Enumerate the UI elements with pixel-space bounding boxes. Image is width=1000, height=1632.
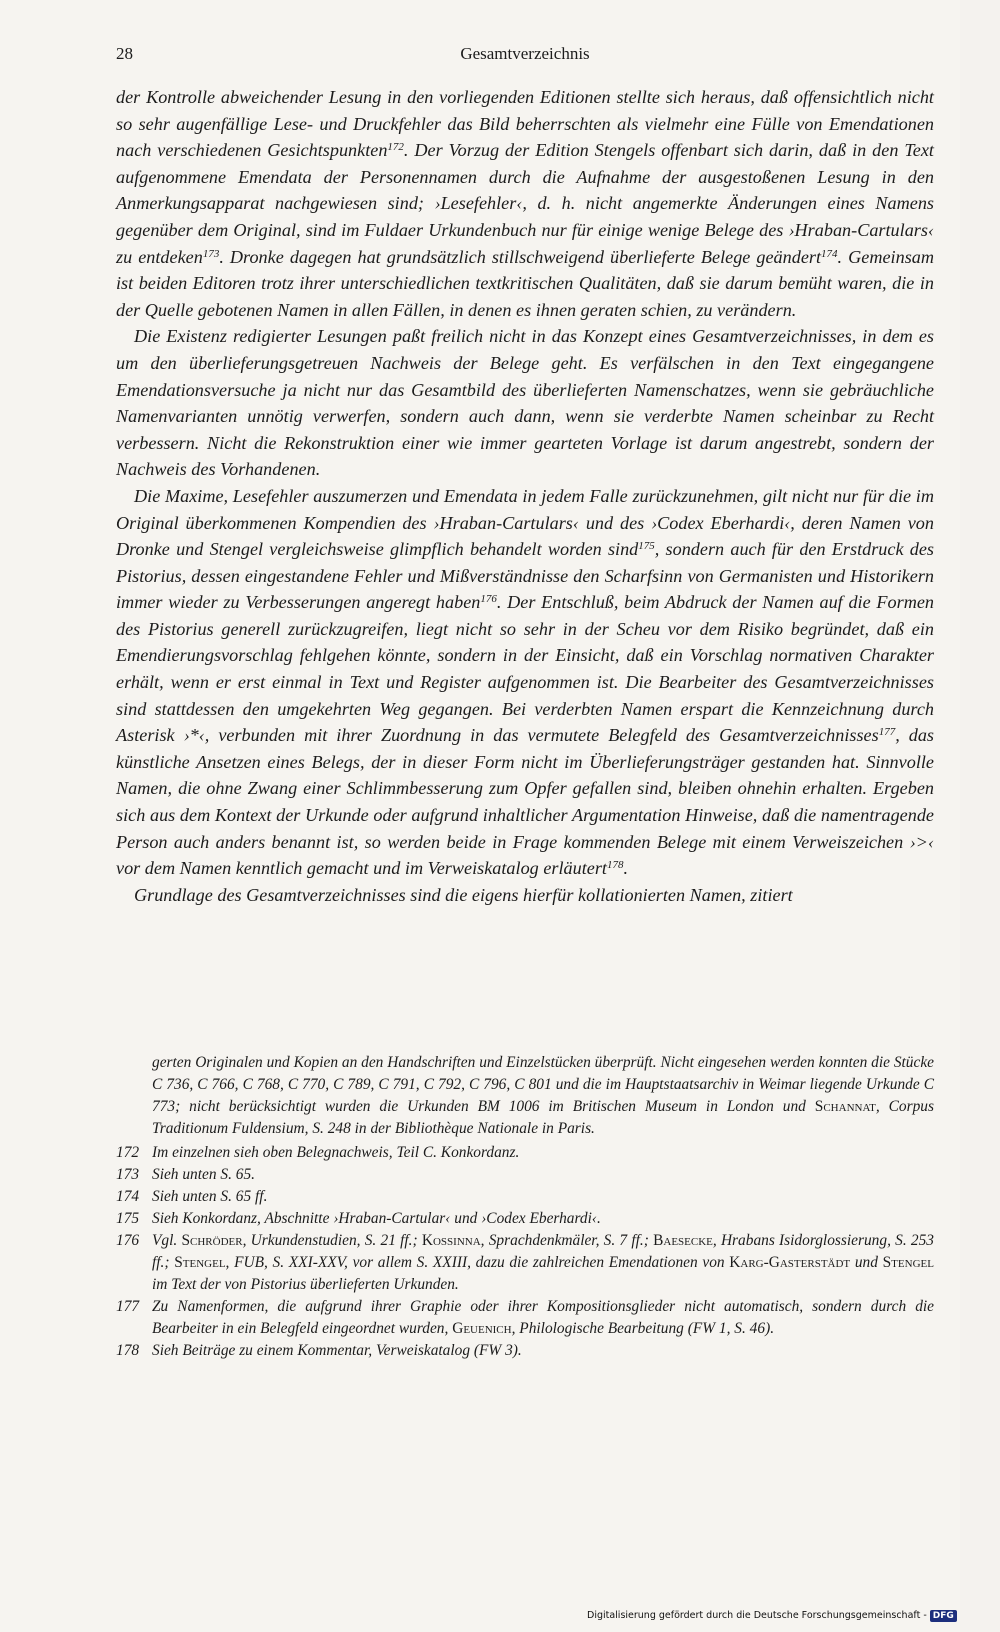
footnote-176 [116, 1230, 934, 1296]
dfg-logo: DFG [930, 1610, 957, 1622]
paragraph-text: der Kontrolle abweichender Lesung in den vorliegenden Editionen stellte sich heraus, daß offensichtlich nicht so sehr augenfällige Lese- und Druckfehler das Bild beherrschten als vielmehr eine Fülle von Emendationen nach verschiedenen Gesichtspunkten [116, 87, 934, 161]
author-name: Karg-Gasterstädt [729, 1254, 851, 1271]
footnote-text: Vgl. [152, 1232, 178, 1249]
footnote-text: und [854, 1254, 878, 1271]
running-head [116, 44, 934, 68]
paragraph-text: , das künstliche Ansetzen eines Belegs, der in dieser Form nicht im Überlieferungsträger gestanden hat. Sinnvolle Namen, die ohne Zwang einer Schlimmbesserung zum Opfer gefallen sind, bleiben ohnehin erhalten. Ergeben sich aus dem Kontext der Urkunde oder aufgrund inhaltlicher Argumentation Hinweise, daß die namentragende Person auch anders benannt ist, so werden beide in Frage kommenden Belege mit einem Verweiszeichen ›>‹ vor dem Namen kenntlich gemacht und im Verweiskatalog erläutert [116, 725, 934, 879]
footnote-number: 172 [116, 1144, 140, 1161]
footnote-ref: 175 [638, 540, 655, 553]
footnote-number: 176 [116, 1232, 140, 1249]
footnote-172 [116, 1142, 934, 1164]
paragraph-1 [116, 84, 934, 323]
paragraph-text: . Gemeinsam ist beiden Editoren trotz ihrer unterschiedlichen textkritischen Qualitäten, daß sie darum bemüht waren, die in der Quelle gebotenen Namen in allen Fällen, in denen es ihnen geraten schien, zu verändern. [116, 246, 934, 320]
footnote-174 [116, 1186, 934, 1208]
page-title: Gesamtverzeichnis [460, 44, 590, 63]
author-name: Stengel [174, 1254, 226, 1271]
footnote-ref: 172 [387, 141, 404, 154]
paragraph-text: . [623, 858, 629, 879]
paragraph-text: . Der Entschluß, beim Abdruck der Namen auf die Formen des Pistorius generell zurückzugreifen, liegt nicht so sehr in der Scheu vor dem Risiko begründet, daß ein Emendierungsvorschlag fehlgehen könnte, sondern in der Einsicht, daß ein Vorschlag normativen Charakter erhält, wenn er erst einmal in Text und Register aufgenommen ist. Die Bearbeiter des Gesamtverzeichnisses sind stattdessen den umgekehrten Weg gegangen. Bei verderbten Namen erspart die Kennzeichnung durch Asterisk ›*‹, verbunden mit ihrer Zuordnung in das vermutete Belegfeld des Gesamtverzeichnisses [116, 592, 934, 746]
footnote-text: Sieh Konkordanz, Abschnitte ›Hraban-Cartular‹ und ›Codex Eberhardi‹. [152, 1210, 601, 1227]
author-name: Geuenich [452, 1320, 512, 1337]
footnote-177 [116, 1296, 934, 1340]
footnote-ref: 174 [821, 247, 838, 260]
footnote-number: 178 [116, 1342, 140, 1359]
author-name: Schannat [814, 1098, 876, 1115]
footnote-text: , Hrabans Isidorglossierung, S. 253 ff.; [152, 1232, 934, 1271]
page-number: 28 [116, 44, 133, 63]
footnote-text: Sieh Beiträge zu einem Kommentar, Verweiskatalog (FW 3). [152, 1342, 522, 1359]
paragraph-2: Die Existenz redigierter Lesungen paßt freilich nicht in das Konzept eines Gesamtverzeichnisses, in dem es um den überlieferungsgetreuen Nachweis der Belege geht. Es verfälschen in den Text eingegangene Emendationsversuche ja nicht nur das Gesamtbild des überlieferten Namenschatzes, wenn sie gebräuchliche Namenvarianten unnötig verwerfen, sondern auch dann, wenn sie verderbte Namen scheinbar zu Recht verbessern. Nicht die Rekonstruktion einer wie immer gearteten Vorlage ist darum angestrebt, sondern der Nachweis des Vorhandenen. [116, 326, 934, 480]
footnote-ref: 176 [480, 593, 497, 606]
paragraph-text: . Dronke dagegen hat grundsätzlich stillschweigend überlieferte Belege geändert [219, 246, 822, 267]
credit-text: Digitalisierung gefördert durch die Deutsche Forschungsgemeinschaft - [587, 1610, 927, 1621]
footnote-text: Sieh unten S. 65 ff. [152, 1188, 268, 1205]
footnote-number: 174 [116, 1188, 140, 1205]
main-text [116, 84, 934, 908]
footnote-text: Im einzelnen sieh oben Belegnachweis, Teil C. Konkordanz. [152, 1144, 520, 1161]
footnote-number: 173 [116, 1166, 140, 1183]
author-name: Schröder [181, 1232, 243, 1249]
footnote-text: gerten Originalen und Kopien an den Handschriften und Einzelstücken überprüft. Nicht eingesehen werden konnten die Stücke C 736, C 766, C 768, C 770, C 789, C 791, C 792, C 796, C 801 und die im Hauptstaatsarchiv in Weimar liegende Urkunde C 773; nicht berücksichtigt wurden die Urkunden BM 1006 im Britischen Museum in London und [152, 1054, 934, 1115]
footnote-number: 177 [116, 1298, 140, 1315]
footnote-continuation [116, 1052, 934, 1140]
footnote-text: , Urkundenstudien, S. 21 ff.; [242, 1232, 418, 1249]
footnote-text: , FUB, S. XXI-XXV, vor allem S. XXIII, dazu die zahlreichen Emendationen von [225, 1254, 725, 1271]
footnote-text: Zu Namenformen, die aufgrund ihrer Graphie oder ihrer Kompositionsglieder nicht automatisch, sondern durch die Bearbeiter in ein Belegfeld eingeordnet wurden, [152, 1298, 934, 1337]
paragraph-3 [116, 483, 934, 882]
footnote-text: , Sprachdenkmäler, S. 7 ff.; [480, 1232, 649, 1249]
paragraph-text: . Der Vorzug der Edition Stengels offenbart sich darin, daß in den Text aufgenommene Emendata der Personennamen durch die Aufnahme der ausgestoßenen Lesung in den Anmerkungsapparat nachgewiesen sind; ›Lesefehler‹, d. h. nicht angemerkte Änderungen eines Namens gegenüber dem Original, sind im Fuldaer Urkundenbuch nur für einige wenige Belege des ›Hraban-Cartulars‹ zu entdeken [116, 140, 934, 267]
digitization-credit [587, 1610, 997, 1628]
author-name: Baesecke [653, 1232, 713, 1249]
footnote-text: , Corpus Traditionum Fuldensium, S. 248 in der Bibliothèque Nationale in Paris. [152, 1098, 934, 1137]
footnote-173 [116, 1164, 934, 1186]
footnote-ref: 177 [878, 726, 896, 739]
author-name: Kossinna [421, 1232, 481, 1249]
footnote-text: im Text der von Pistorius überlieferten Urkunden. [152, 1276, 459, 1293]
footnote-text: Sieh unten S. 65. [152, 1166, 256, 1183]
paragraph-text: Die Maxime, Lesefehler auszumerzen und Emendata in jedem Falle zurückzunehmen, gilt nicht nur für die im Original überkommenen Kompendien des ›Hraban-Cartulars‹ und des ›Codex Eberhardi‹, deren Namen von Dronke und Stengel vergleichsweise glimpflich behandelt worden sind [116, 485, 934, 560]
author-name: Stengel [882, 1254, 934, 1271]
footnote-text: , Philologische Bearbeitung (FW 1, S. 46). [511, 1320, 775, 1337]
paragraph-text: , sondern auch für den Erstdruck des Pistorius, dessen eingestandene Fehler und Mißverständnisse den Scharfsinn von Germanisten und Historikern immer wieder zu Verbesserungen angeregt haben [116, 539, 934, 613]
footnote-178 [116, 1340, 934, 1362]
footnote-number: 175 [116, 1210, 140, 1227]
footnote-ref: 178 [606, 859, 624, 872]
paragraph-4: Grundlage des Gesamtverzeichnisses sind die eigens hierfür kollationierten Namen, zitiert [134, 884, 793, 905]
footnote-ref: 173 [202, 247, 220, 260]
footnotes [116, 1052, 934, 1362]
footnote-175 [116, 1208, 934, 1230]
